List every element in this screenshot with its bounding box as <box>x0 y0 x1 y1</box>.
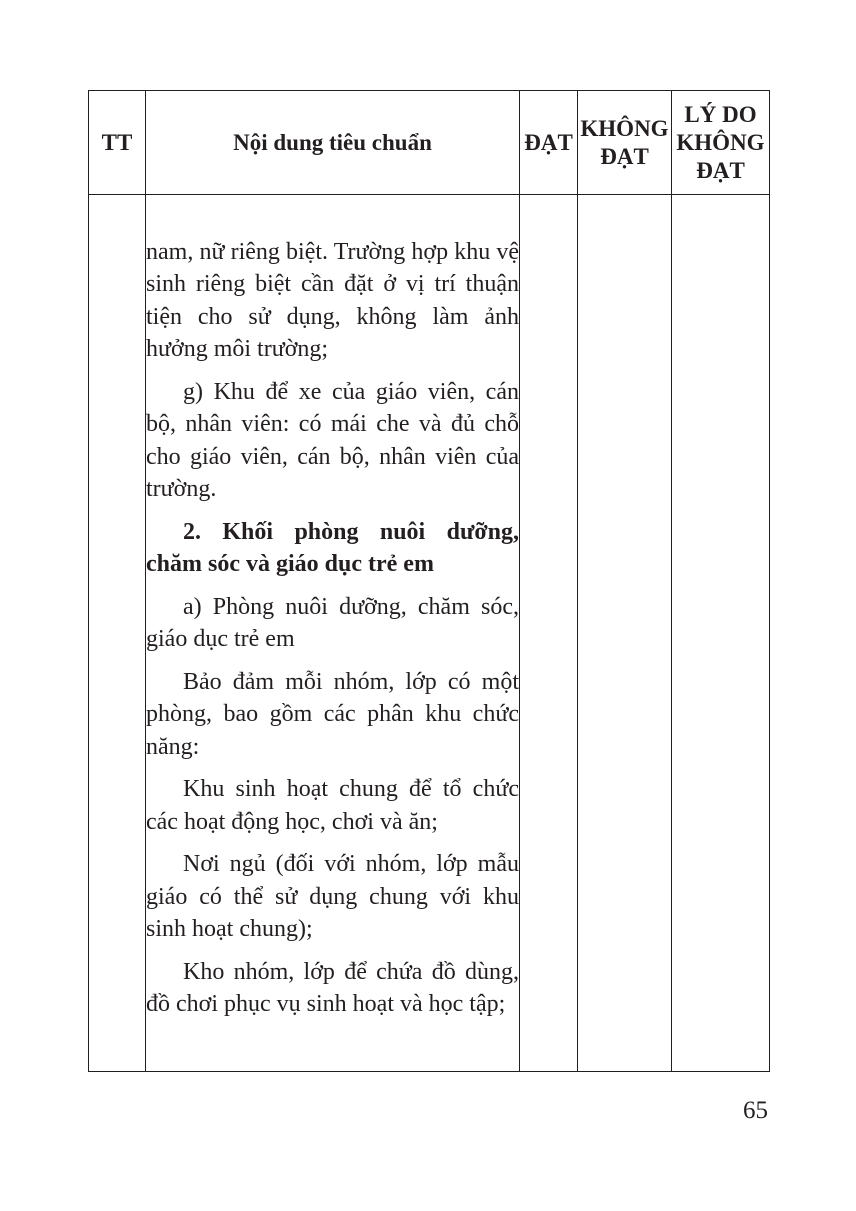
content-paragraph: Kho nhóm, lớp để chứa đồ dùng, đồ chơi phục vụ sinh hoạt và học tập; <box>146 958 519 1017</box>
cell-content <box>146 195 520 1072</box>
header-row <box>89 91 770 195</box>
header-ly-do-line-3: ĐẠT <box>696 157 745 183</box>
content-paragraph: g) Khu để xe của giáo viên, cán bộ, nhân viên: có mái che và đủ chỗ cho giáo viên, cán bộ, nhân viên của trường. <box>146 378 519 502</box>
content-paragraph: a) Phòng nuôi dưỡng, chăm sóc, giáo dục trẻ em <box>146 593 519 652</box>
content-paragraph: Khu sinh hoạt chung để tổ chức các hoạt động học, chơi và ăn; <box>146 776 519 835</box>
header-tt: TT <box>89 91 146 195</box>
criteria-table <box>88 90 770 1072</box>
content-paragraph: Nơi ngủ (đối với nhóm, lớp mẫu giáo có thể sử dụng chung với khu sinh hoạt chung); <box>146 851 519 942</box>
section-heading: 2. Khối phòng nuôi dưỡng, chăm sóc và giáo dục trẻ em <box>146 518 519 577</box>
cell-tt <box>89 195 146 1072</box>
header-khong-dat-line-2: ĐẠT <box>600 143 649 169</box>
header-ly-do-line-2: KHÔNG <box>676 129 765 155</box>
content-paragraph: Bảo đảm mỗi nhóm, lớp có một phòng, bao gồm các phân khu chức năng: <box>146 668 519 760</box>
header-ly-do <box>672 91 770 195</box>
header-content: Nội dung tiêu chuẩn <box>146 91 520 195</box>
page-number: 65 <box>743 1097 768 1124</box>
cell-dat <box>520 195 578 1072</box>
table-row <box>89 195 770 1072</box>
header-ly-do-line-1: LÝ DO <box>684 101 757 127</box>
header-khong-dat <box>578 91 672 195</box>
cell-khong-dat <box>578 195 672 1072</box>
header-dat: ĐẠT <box>520 91 578 195</box>
cell-ly-do <box>672 195 770 1072</box>
header-khong-dat-line-1: KHÔNG <box>580 115 669 141</box>
content-paragraph: nam, nữ riêng biệt. Trường hợp khu vệ sinh riêng biệt cần đặt ở vị trí thuận tiện cho sử dụng, không làm ảnh hưởng môi trường; <box>146 238 519 362</box>
